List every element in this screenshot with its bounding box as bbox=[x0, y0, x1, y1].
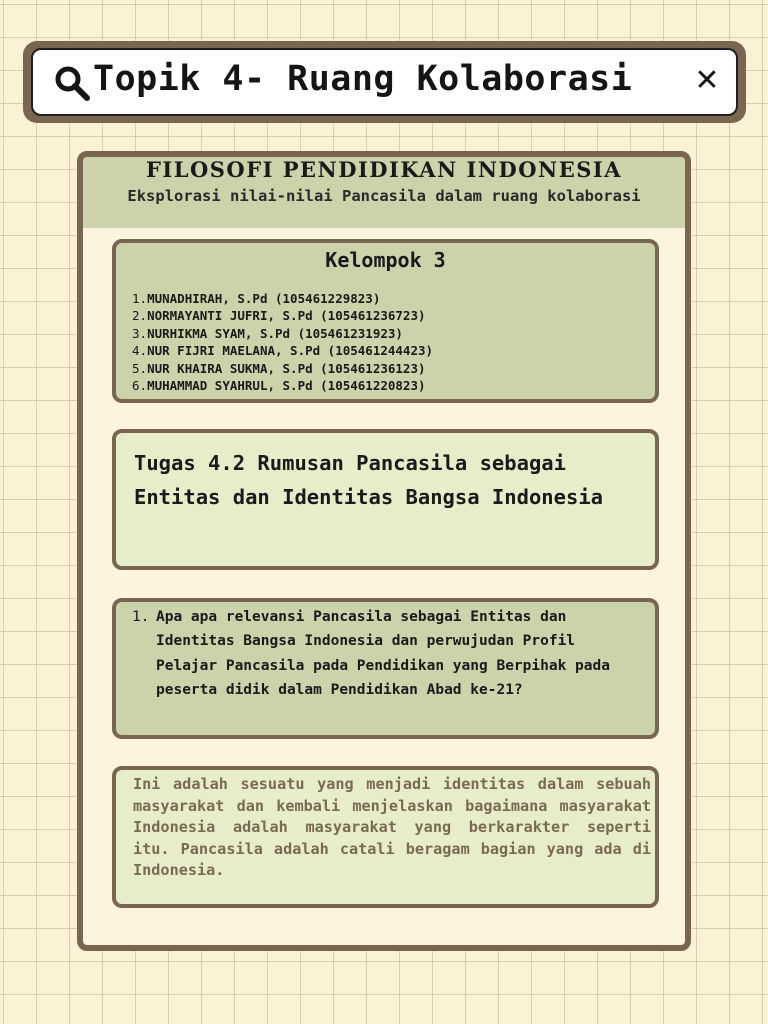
list-item bbox=[132, 360, 433, 377]
question-number: 1. bbox=[132, 609, 150, 625]
group-title: Kelompok 3 bbox=[325, 248, 446, 272]
question-item bbox=[132, 605, 641, 703]
member-number: 1. bbox=[132, 291, 148, 306]
member-name: NORMAYANTI JUFRI, S.Pd (105461236723) bbox=[147, 308, 426, 324]
card-subtitle: Eksplorasi nilai-nilai Pancasila dalam ruang kolaborasi bbox=[127, 187, 641, 205]
close-icon[interactable]: ✕ bbox=[694, 63, 720, 98]
search-query-text[interactable]: Topik 4- Ruang Kolaborasi bbox=[93, 59, 633, 99]
list-item bbox=[132, 307, 433, 324]
member-number: 5. bbox=[132, 360, 148, 376]
search-icon[interactable] bbox=[53, 64, 93, 104]
member-name: MUHAMMAD SYAHRUL, S.Pd (105461220823) bbox=[147, 378, 426, 394]
member-number: 3. bbox=[132, 325, 148, 341]
search-bar-frame bbox=[23, 41, 746, 123]
group-box bbox=[112, 239, 659, 403]
card-title: FILOSOFI PENDIDIKAN INDONESIA bbox=[145, 157, 623, 182]
task-box bbox=[112, 429, 659, 570]
member-name: NUR FIJRI MAELANA, S.Pd (105461244423) bbox=[147, 343, 434, 359]
answer-text: Ini adalah sesuatu yang menjadi identitas dalam sebuah masyarakat dan kembali menjelaskan bagaimana masyarakat Indonesia adalah masyarakat yang berkarakter seperti itu. Pancasila adalah catali beragam bagian yang ada di Indonesia. bbox=[133, 775, 651, 880]
list-item bbox=[132, 290, 433, 307]
answer-box bbox=[112, 766, 659, 908]
question-list bbox=[132, 605, 641, 703]
member-number: 2. bbox=[132, 308, 148, 324]
member-name: NUR KHAIRA SUKMA, S.Pd (105461236123) bbox=[147, 360, 426, 376]
question-box bbox=[112, 598, 659, 739]
member-list bbox=[132, 290, 433, 394]
member-number: 4. bbox=[132, 343, 148, 359]
member-number: 6. bbox=[132, 378, 148, 394]
task-title: Tugas 4.2 Rumusan Pancasila sebagai Entitas dan Identitas Bangsa Indonesia bbox=[134, 451, 603, 509]
member-name: MUNADHIRAH, S.Pd (105461229823) bbox=[147, 291, 381, 306]
search-bar[interactable] bbox=[31, 48, 738, 116]
member-name: NURHIKMA SYAM, S.Pd (105461231923) bbox=[147, 325, 403, 341]
question-text: Apa apa relevansi Pancasila sebagai Entitas dan Identitas Bangsa Indonesia dan perwujudan Profil Pelajar Pancasila pada Pendidikan yang Berpihak pada peserta didik dalam Pendidikan Abad ke-21? bbox=[156, 609, 610, 699]
list-item bbox=[132, 325, 433, 342]
list-item bbox=[132, 377, 433, 394]
list-item bbox=[132, 342, 433, 359]
card-header bbox=[83, 157, 685, 228]
